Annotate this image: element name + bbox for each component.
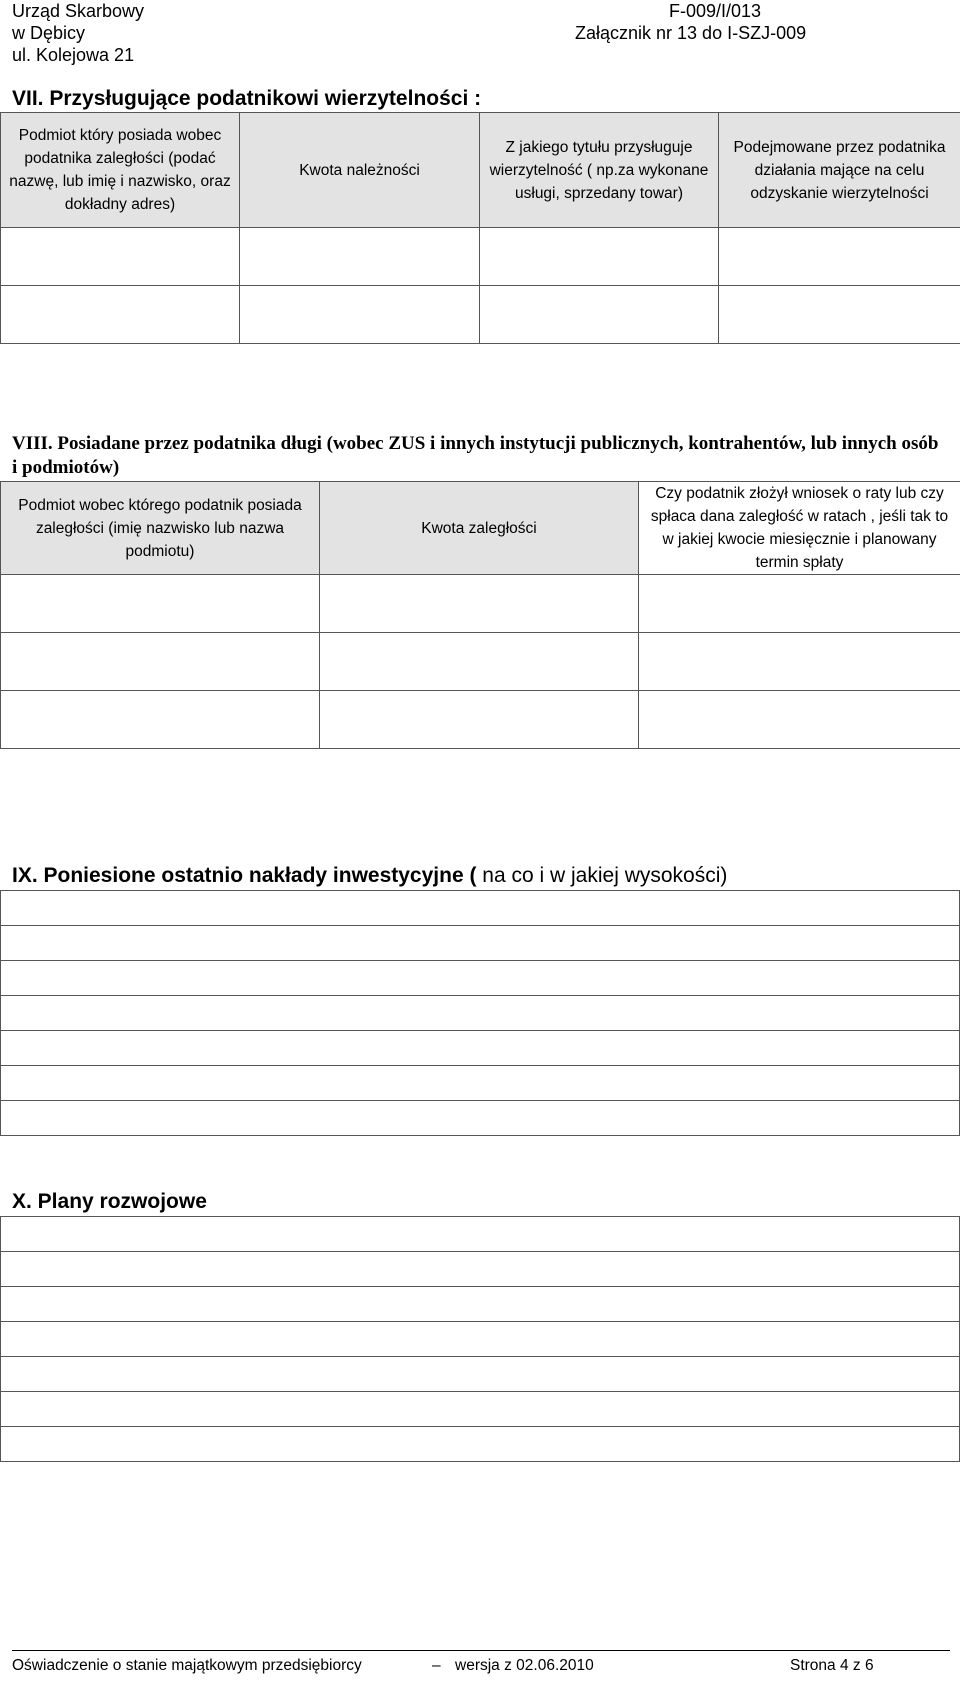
footer-document-name: Oświadczenie o stanie majątkowym przedsiębiorcy [12, 1657, 362, 1674]
col-header: Kwota należności [240, 113, 480, 228]
table-cell[interactable] [1, 1066, 960, 1101]
footer-rule [12, 1650, 950, 1651]
table-cell[interactable] [1, 575, 320, 633]
section-8-title: VIII. Posiadane przez podatnika długi (wobec ZUS i innych instytucji publicznych, kontrahentów, lub innych osób i podmiotów) [12, 433, 939, 478]
office-city: w Dębicy [12, 23, 86, 43]
table-cell[interactable] [1, 1217, 960, 1252]
table-row [1, 1252, 960, 1287]
table-cell[interactable] [1, 691, 320, 749]
table-row [1, 1217, 960, 1252]
table-cell[interactable] [1, 1322, 960, 1357]
table-cell[interactable] [1, 1287, 960, 1322]
table-row [1, 575, 960, 633]
table-row [1, 996, 960, 1031]
table-cell[interactable] [480, 286, 719, 344]
table-cell[interactable] [320, 633, 639, 691]
table-cell[interactable] [240, 286, 480, 344]
footer-version: wersja z 02.06.2010 [455, 1657, 594, 1674]
section-9-title-normal: na co i w jakiej wysokości) [476, 864, 728, 887]
table-row [1, 1392, 960, 1427]
table-row [1, 633, 960, 691]
table-cell[interactable] [480, 228, 719, 286]
table-cell[interactable] [1, 286, 240, 344]
investments-table [0, 890, 960, 1136]
table-cell[interactable] [639, 691, 960, 749]
table-row [1, 1357, 960, 1392]
col-header: Z jakiego tytułu przysługuje wierzytelność ( np.za wykonane usługi, sprzedany towar) [480, 113, 719, 228]
table-cell[interactable] [1, 1392, 960, 1427]
table-row [1, 691, 960, 749]
footer-dash: – [432, 1657, 441, 1674]
page-number: Strona 4 z 6 [790, 1657, 874, 1674]
col-header: Podmiot wobec którego podatnik posiada zaległości (imię nazwisko lub nazwa podmiotu) [1, 482, 320, 575]
development-plans-table [0, 1216, 960, 1462]
table-cell[interactable] [1, 1252, 960, 1287]
section-10-title: X. Plany rozwojowe [12, 1190, 207, 1213]
table-row [1, 1031, 960, 1066]
table-row [1, 228, 960, 286]
section-9-title-bold: IX. Poniesione ostatnio nakłady inwestycyjne ( [12, 864, 477, 887]
table-cell[interactable] [639, 633, 960, 691]
table-row [1, 286, 960, 344]
col-header: Podejmowane przez podatnika działania mające na celu odzyskanie wierzytelności [719, 113, 960, 228]
section-7-title: VII. Przysługujące podatnikowi wierzytelności : [12, 87, 482, 110]
form-code: F-009/I/013 [669, 1, 762, 21]
table-row [1, 1322, 960, 1357]
table-cell[interactable] [1, 633, 320, 691]
table-cell[interactable] [1, 228, 240, 286]
table-cell[interactable] [1, 926, 960, 961]
table-row [1, 1287, 960, 1322]
col-header: Podmiot który posiada wobec podatnika zaległości (podać nazwę, lub imię i nazwisko, oraz dokładny adres) [1, 113, 240, 228]
table-cell[interactable] [240, 228, 480, 286]
table-cell[interactable] [639, 575, 960, 633]
table-cell[interactable] [1, 1427, 960, 1462]
table-cell[interactable] [719, 228, 960, 286]
col-header: Kwota zaległości [320, 482, 639, 575]
table-cell[interactable] [1, 961, 960, 996]
table-row [1, 1066, 960, 1101]
col-header: Czy podatnik złożył wniosek o raty lub czy spłaca dana zaległość w ratach , jeśli tak to w jakiej kwocie miesięcznie i planowany termin spłaty [639, 482, 960, 575]
table-cell[interactable] [1, 1031, 960, 1066]
table-cell[interactable] [1, 996, 960, 1031]
office-name: Urząd Skarbowy [12, 1, 145, 21]
table-cell[interactable] [1, 1101, 960, 1136]
table-row [1, 891, 960, 926]
table-cell[interactable] [1, 1357, 960, 1392]
table-cell[interactable] [320, 691, 639, 749]
table-row [1, 961, 960, 996]
section-9-title [12, 864, 727, 888]
table-cell[interactable] [1, 891, 960, 926]
table-row [1, 1427, 960, 1462]
table-row [1, 1101, 960, 1136]
office-address: ul. Kolejowa 21 [12, 45, 135, 65]
debts-table [0, 481, 960, 749]
table-cell[interactable] [320, 575, 639, 633]
receivables-table [0, 112, 960, 344]
table-header-row [1, 113, 960, 228]
table-cell[interactable] [719, 286, 960, 344]
table-header-row [1, 482, 960, 575]
attachment-label: Załącznik nr 13 do I-SZJ-009 [575, 23, 807, 43]
table-row [1, 926, 960, 961]
